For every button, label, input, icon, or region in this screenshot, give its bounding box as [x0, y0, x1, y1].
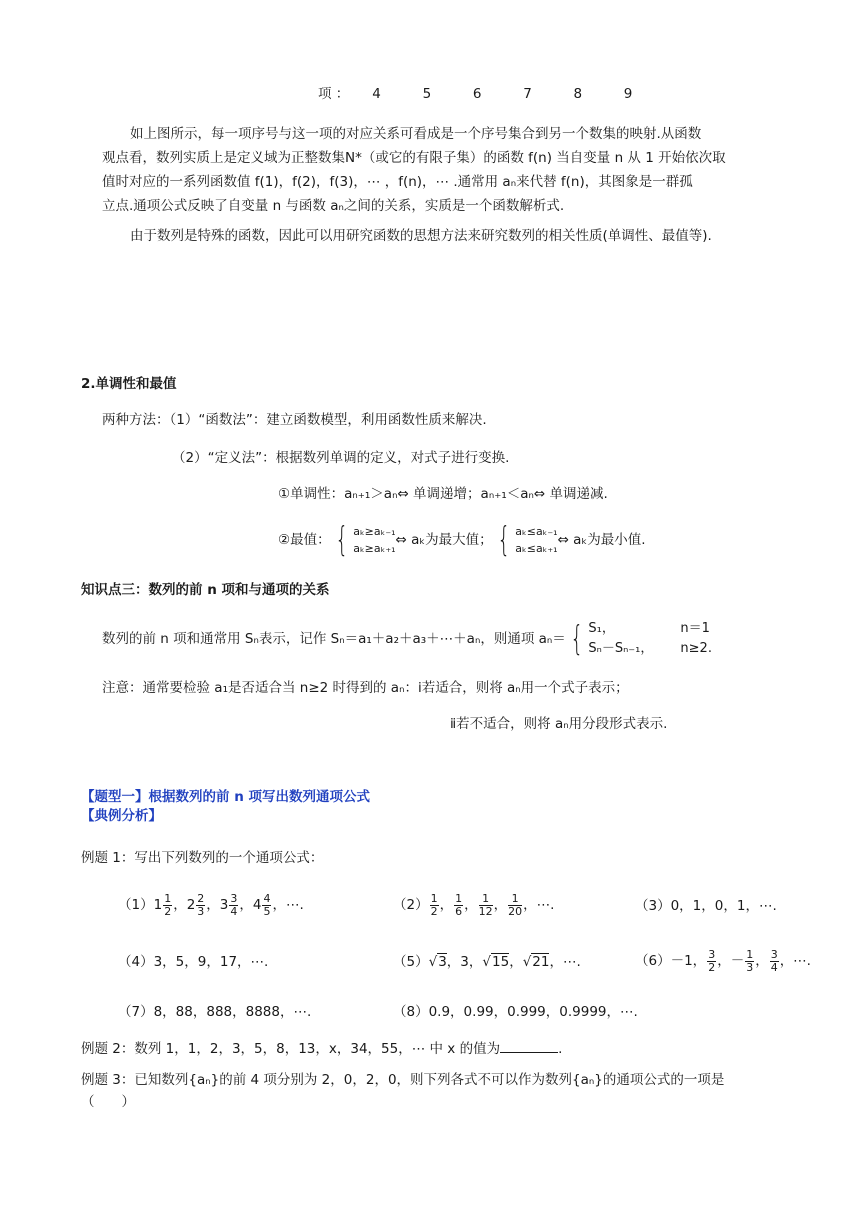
tail: ，⋯.	[272, 897, 304, 913]
denominator: 3	[746, 960, 754, 974]
mixed-number	[252, 891, 273, 918]
radicand: 3	[438, 954, 447, 970]
fraction	[454, 893, 463, 918]
first-term: －1，	[670, 953, 707, 969]
problem-label: （1）	[118, 897, 154, 913]
problem-label: （6）	[635, 953, 671, 969]
max-cond-bottom: aₖ≥aₖ₊₁	[353, 542, 396, 555]
section-heading-monotonic: 2.单调性和最值	[81, 376, 177, 392]
para2: 由于数列是特殊的函数，因此可以用研究函数的思想方法来研究数列的相关性质(单调性、最值等).	[130, 228, 712, 244]
case2-expr: Sₙ－Sₙ₋₁，	[588, 641, 654, 656]
tail: ，⋯.	[549, 954, 581, 970]
fraction	[163, 893, 172, 918]
fraction	[262, 893, 271, 918]
sqrt-sign: √	[482, 954, 491, 970]
case1-expr: S₁，	[588, 621, 615, 636]
problem-3: （3）0，1，0，1，⋯.	[635, 898, 777, 914]
radicand: 15	[492, 954, 510, 970]
fraction	[479, 893, 493, 918]
term-number: 4	[372, 86, 381, 102]
min-system	[515, 523, 557, 557]
case1-cond: n＝1	[680, 621, 710, 636]
min-cond-top: aₖ≤aₖ₋₁	[515, 525, 558, 538]
problem-8: （8）0.9，0.99，0.999，0.9999，⋯.	[393, 1004, 638, 1020]
min-text: ⇔ aₖ为最小值.	[557, 532, 646, 548]
note-line1: 注意：通常要检验 a₁是否适合当 n≥2 时得到的 aₙ：ⅰ若适合，则将 aₙ用一个式子表示；	[102, 680, 629, 696]
problem-label: （2）	[393, 897, 429, 913]
tail: ，⋯.	[779, 953, 811, 969]
kp3-heading: 知识点三：数列的前 n 项和与通项的关系	[81, 582, 330, 598]
term-index-row	[318, 84, 651, 104]
term-number: 6	[472, 86, 482, 102]
monotonic-rule: ①单调性：aₙ₊₁＞aₙ⇔ 单调递增；aₙ₊₁＜aₙ⇔ 单调递减.	[278, 486, 608, 502]
case2-cond: n≥2	[680, 641, 708, 656]
denominator: 2	[708, 960, 716, 974]
tail: ，⋯.	[523, 897, 555, 913]
fraction	[229, 893, 238, 918]
numerator: 2	[197, 891, 205, 905]
type1-subheading: 【典例分析】	[81, 808, 162, 824]
denominator: 2	[430, 904, 438, 918]
problem-4: （4）3，5，9，17，⋯.	[118, 954, 269, 970]
sqrt-sign: √	[428, 954, 438, 970]
left-brace: {	[570, 619, 584, 659]
max-system	[353, 523, 395, 557]
kp3-formula	[102, 614, 712, 664]
term: 3	[460, 954, 469, 970]
fraction	[707, 949, 716, 974]
answer-blank[interactable]	[500, 1038, 558, 1053]
problem-7: （7）8，88，888，8888，⋯.	[118, 1004, 312, 1020]
fraction	[770, 949, 779, 974]
numerator: 1	[479, 893, 493, 906]
problem-5: （5）√3，3，√15，√21，⋯.	[393, 954, 581, 970]
denominator: 3	[197, 904, 205, 918]
denominator: 6	[455, 904, 463, 918]
numerator: 1	[164, 891, 172, 905]
denominator: 12	[478, 904, 493, 918]
denominator: 2	[164, 904, 172, 918]
whole: 2	[186, 897, 196, 913]
term-number: 9	[623, 86, 633, 102]
problem-6: （6）－1， $\frac{3}{2}$ ，－ $\frac{1}{3}$ ， $\frac{3}{4}$ ，⋯.	[635, 947, 811, 974]
denominator: 20	[508, 904, 523, 918]
mixed-number	[186, 891, 207, 918]
max-cond-top: aₖ≥aₖ₋₁	[353, 525, 396, 538]
problem-label: （5）	[393, 954, 429, 970]
denominator: 5	[263, 904, 271, 918]
fraction	[430, 893, 439, 918]
extreme-label: ②最值：	[278, 532, 331, 548]
numerator: 3	[770, 947, 778, 961]
para1-line3: 值时对应的一系列函数值 f(1)，f(2)，f(3)，⋯ ，f(n)，⋯ .通常用 aₙ来代替 f(n)，其图象是一群孤	[102, 174, 693, 190]
whole: 4	[252, 897, 262, 913]
numerator: 1	[508, 893, 522, 906]
radicand: 21	[532, 954, 550, 970]
max-text: ⇔ aₖ为最大值；	[395, 532, 493, 548]
para1-line2: 观点看，数列实质上是定义域为正整数集N*（或它的有限子集）的函数 f(n) 当自变量 n 从 1 开始依次取	[102, 150, 726, 166]
denominator: 4	[770, 960, 778, 974]
para1-line1: 如上图所示，每一项序号与这一项的对应关系可看成是一个序号集合到另一个数集的映射.从函数	[130, 126, 702, 142]
example3-line1: 例题 3：已知数列{aₙ}的前 4 项分别为 2，0，2，0，则下列各式不可以作为数列{aₙ}的通项公式的一项是	[81, 1072, 725, 1088]
piecewise-row1	[588, 619, 712, 639]
kp3-text: 数列的前 n 项和通常用 Sₙ表示，记作 Sₙ＝a₁＋a₂＋a₃＋⋯＋aₙ，则通项 aₙ＝	[102, 631, 566, 647]
numerator: 3	[708, 947, 716, 961]
example1-title: 例题 1：写出下列数列的一个通项公式：	[81, 850, 324, 866]
denominator: 4	[230, 904, 238, 918]
numerator: 1	[430, 891, 438, 905]
para1-line4: 立点.通项公式反映了自变量 n 与函数 aₙ之间的关系，实质是一个函数解析式.	[102, 198, 565, 214]
numerator: 4	[263, 891, 271, 905]
example3-line2: （ ）	[81, 1094, 135, 1110]
piecewise	[588, 619, 712, 659]
mixed-number	[153, 891, 174, 918]
example2	[81, 1038, 562, 1059]
sign: －	[730, 953, 745, 969]
sqrt-sign: √	[522, 954, 532, 970]
whole: 3	[219, 897, 229, 913]
type1-heading: 【题型一】根据数列的前 n 项写出数列通项公式	[81, 789, 371, 805]
case-end: .	[707, 641, 712, 656]
fraction	[745, 949, 754, 974]
numerator: 3	[230, 891, 238, 905]
term-label: 项 ：	[318, 86, 350, 102]
fraction	[508, 893, 522, 918]
methods-line2: （2）“定义法”：根据数列单调的定义，对式子进行变换.	[172, 450, 510, 466]
numerator: 1	[455, 891, 463, 905]
note-line2: ⅱ若不适合，则将 aₙ用分段形式表示.	[450, 716, 668, 732]
left-brace: {	[334, 520, 348, 560]
problem-1: （1）1 $\frac{1}{2}$ ，2 $\frac{2}{3}$ ，3 $\frac{3}{4}$ ，4 $\frac{4}{5}$ ，⋯.	[118, 891, 304, 918]
numerator: 1	[746, 947, 754, 961]
whole: 1	[153, 897, 163, 913]
extreme-rule	[278, 518, 646, 562]
mixed-number	[219, 891, 240, 918]
fraction	[196, 893, 205, 918]
methods-line1: 两种方法：（1）“函数法”：建立函数模型，利用函数性质来解决.	[102, 412, 487, 428]
term-number: 5	[422, 86, 432, 102]
term-number: 8	[573, 86, 583, 102]
example2-text: 例题 2：数列 1，1，2，3，5，8，13，x，34，55，⋯ 中 x 的值为	[81, 1041, 501, 1057]
problem-2: （2） $\frac{1}{2}$ ， $\frac{1}{6}$ ， $\frac{1}{12}$ ， $\frac{1}{20}$ ，⋯.	[393, 891, 555, 918]
piecewise-row2	[588, 639, 712, 659]
example2-end: .	[558, 1041, 563, 1057]
min-cond-bottom: aₖ≤aₖ₊₁	[515, 542, 558, 555]
term-number: 7	[523, 86, 532, 102]
left-brace: {	[496, 520, 510, 560]
